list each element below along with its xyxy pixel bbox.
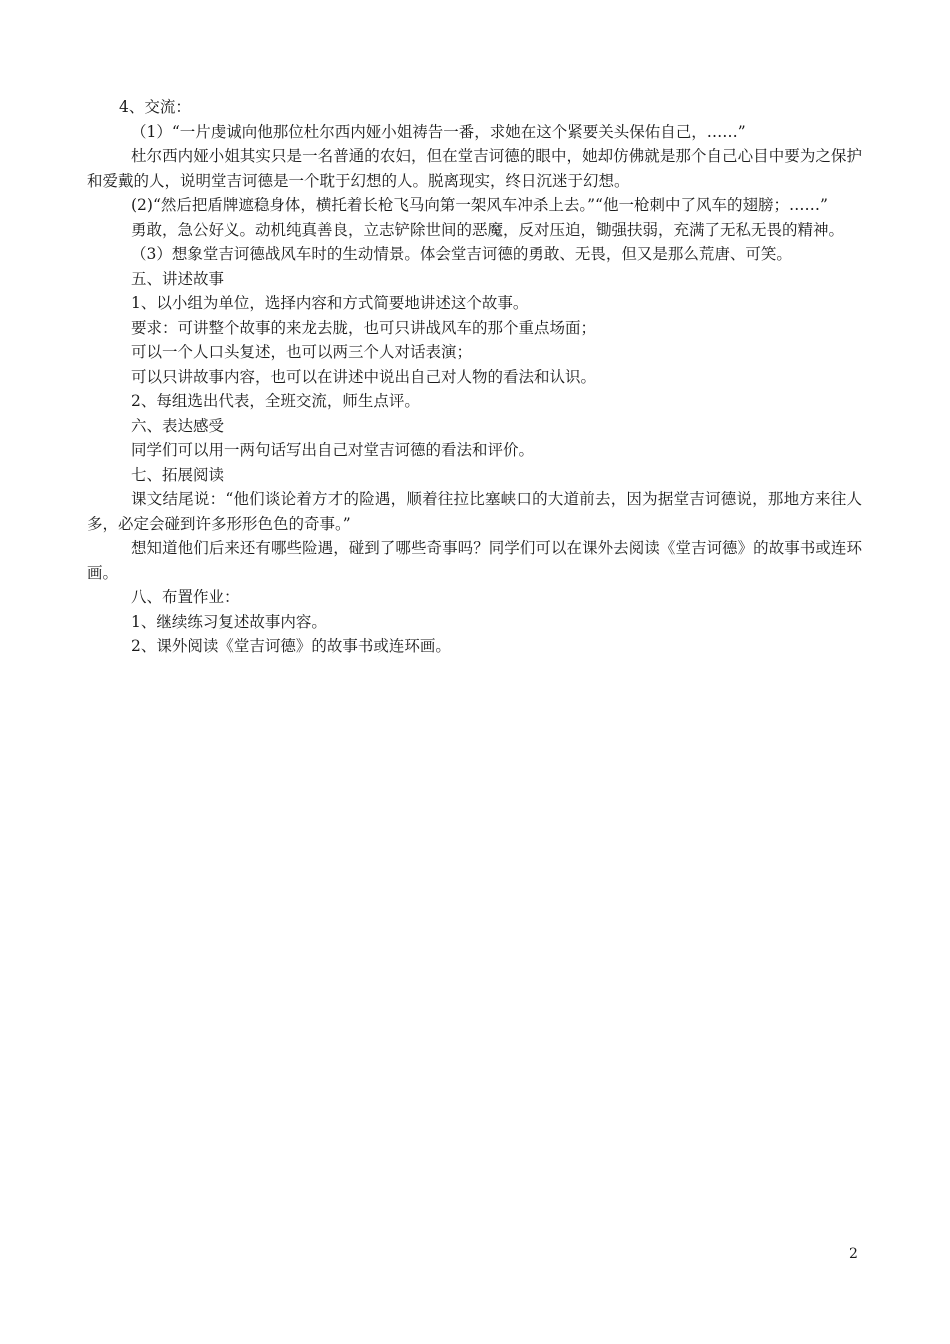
- paragraph-group-share: 2、每组选出代表，全班交流，师生点评。: [131, 392, 420, 410]
- heading-tell-story: 五、讲述故事: [131, 269, 225, 288]
- heading-express-feelings: 六、表达感受: [131, 416, 225, 435]
- page-number: 2: [849, 1246, 858, 1262]
- paragraph-requirement-3: 可以只讲故事内容，也可以在讲述中说出自己对人物的看法和认识。: [131, 367, 597, 386]
- paragraph-feelings: 同学们可以用一两句话写出自己对堂吉诃德的看法和评价。: [131, 441, 535, 459]
- page-body: [87, 95, 862, 659]
- paragraph-group-tell: 1、以小组为单位，选择内容和方式简要地讲述这个故事。: [131, 294, 529, 312]
- paragraph-ending-quote: 课文结尾说：“他们谈论着方才的险遇，顺着往拉比塞峡口的大道前去，因为据堂吉诃德说，那地方来往人多，必定会碰到许多形形色色的奇事。”: [87, 490, 862, 533]
- paragraph-analysis-1: 杜尔西内娅小姐其实只是一名普通的农妇，但在堂吉诃德的眼中，她却仿佛就是那个自己心目中要为之保护和爱戴的人，说明堂吉诃德是一个耽于幻想的人。脱离现实，终日沉迷于幻想。: [87, 147, 862, 190]
- heading-homework: 八、布置作业：: [131, 588, 240, 606]
- paragraph-analysis-2: 勇敢，急公好义。动机纯真善良，立志铲除世间的恶魔，反对压迫，锄强扶弱，充满了无私无畏的精神。: [131, 220, 845, 239]
- paragraph-quote-2: (2)“然后把盾牌遮稳身体，横托着长枪飞马向第一架风车冲杀上去。”“他一枪刺中了风车的翅膀；……”: [131, 196, 828, 214]
- heading-extended-reading: 七、拓展阅读: [131, 465, 225, 484]
- paragraph-homework-2: 2、课外阅读《堂吉诃德》的故事书或连环画。: [131, 637, 451, 655]
- paragraph-heading-exchange: 4、交流：: [119, 98, 191, 116]
- paragraph-requirement-1: 要求：可讲整个故事的来龙去胧，也可只讲战风车的那个重点场面；: [131, 318, 597, 337]
- paragraph-imagine: （3）想象堂吉诃德战风车时的生动情景。体会堂吉诃德的勇敢、无畏，但又是那么荒唐、可笑。: [131, 245, 792, 263]
- paragraph-requirement-2: 可以一个人口头复述，也可以两三个人对话表演；: [131, 343, 473, 361]
- paragraph-quote-1: （1）“一片虔诚向他那位杜尔西内娅小姐祷告一番，求她在这个紧要关头保佑自己，……”: [131, 122, 746, 141]
- paragraph-further-reading: 想知道他们后来还有哪些险遇，碰到了哪些奇事吗？同学们可以在课外去阅读《堂吉诃德》的故事书或连环画。: [87, 539, 862, 582]
- paragraph-homework-1: 1、继续练习复述故事内容。: [131, 612, 327, 631]
